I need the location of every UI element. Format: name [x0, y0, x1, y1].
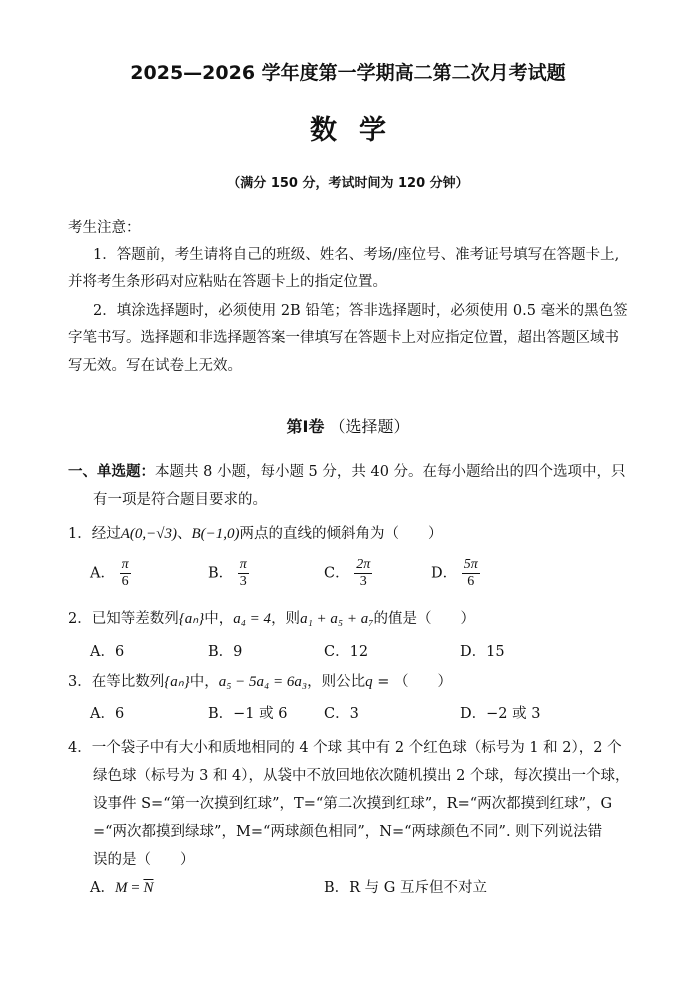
notice-item1-line2: 并将考生条形码对应粘贴在答题卡上的指定位置。 — [68, 274, 387, 290]
question-1-stem — [68, 522, 443, 543]
question-4-line4: =“两次都摸到绿球”，M=“两球颜色相同”，N=“两球颜色不同”. 则下列说法错 — [93, 824, 603, 840]
option-letter: A． — [90, 565, 115, 582]
option-fraction — [462, 557, 480, 590]
q2-prefix: 2．已知等差数列 — [68, 611, 179, 627]
question-3-stem — [68, 670, 452, 691]
option-fraction — [238, 557, 249, 590]
numerator: π — [121, 557, 129, 572]
numerator: 5π — [463, 557, 478, 572]
option-letter: A． — [90, 880, 115, 896]
numerator: 2π — [356, 557, 371, 572]
denominator: 3 — [239, 574, 247, 589]
part1-line1 — [68, 460, 626, 481]
q3-sequence: {aₙ} — [164, 674, 190, 690]
subject-title: 数学 — [310, 115, 408, 146]
q4-option-a-rhs: $\overline{N}$ — [143, 880, 154, 896]
option-fraction — [354, 557, 372, 590]
q4-option-a-eq: = — [127, 880, 144, 896]
notice-item2-line1: 2．填涂选择题时，必须使用 2B 铅笔；答非选择题时，必须使用 0.5 毫米的黑色签 — [93, 303, 628, 319]
question-4-line1: 4．一个袋子中有大小和质地相同的 4 个球 其中有 2 个红色球（标号为 1 和 2），2 个 — [68, 740, 622, 756]
notice-heading: 考生注意： — [68, 220, 141, 236]
numerator: π — [239, 557, 247, 572]
notice-item2-line2: 字笔书写。选择题和非选择题答案一律填写在答题卡上对应指定位置，超出答题区域书 — [68, 330, 619, 346]
q2-condition: a₄ = 4 — [233, 611, 272, 627]
q3-condition: a₅ − 5a₄ = 6a₃ — [218, 674, 308, 690]
q3-variable: q — [365, 674, 373, 690]
notice-item1-line1: 1．答题前，考生请将自己的班级、姓名、考场/座位号、准考证号填写在答题卡上, — [93, 247, 620, 263]
score-note: （满分 150 分，考试时间为 120 分钟） — [227, 176, 469, 191]
q3-suffix: = （ ） — [372, 674, 452, 690]
q1-suffix: 两点的直线的倾斜角为（ ） — [239, 526, 443, 542]
q2-option-a: A．6 — [90, 644, 125, 660]
option-letter: C． — [324, 565, 350, 582]
q4-option-a-lhs: M — [114, 880, 128, 896]
q1-option-c — [324, 557, 372, 590]
q2-option-d: D．15 — [460, 644, 505, 660]
q2-suffix: 的值是（ ） — [373, 611, 475, 627]
q3-mid2: ，则公比 — [307, 674, 366, 690]
part1-heading: 一、单选题： — [68, 464, 155, 480]
q3-prefix: 3．在等比数列 — [68, 674, 165, 690]
question-2-stem — [68, 607, 475, 628]
q1-option-a — [90, 557, 131, 590]
part1-desc-line2: 有一项是符合题目要求的。 — [93, 492, 267, 508]
q3-mid1: 中， — [189, 674, 219, 690]
denominator: 6 — [467, 574, 475, 589]
q1-option-d — [431, 557, 480, 590]
question-4-line5: 误的是（ ） — [93, 852, 195, 868]
q1-prefix: 1．经过 — [68, 526, 121, 542]
q3-option-c: C．3 — [324, 706, 359, 722]
question-4-line2: 绿色球（标号为 3 和 4），从袋中不放回地依次随机摸出 2 个球，每次摸出一个球， — [93, 768, 630, 784]
q1-sep: 、 — [177, 526, 192, 542]
q1-option-b — [208, 557, 249, 590]
exam-title: 2025—2026 学年度第一学期高二第二次月考试题 — [130, 62, 566, 84]
q2-expression: a₁ + a₅ + a₇ — [300, 611, 374, 627]
option-letter: D． — [431, 565, 458, 582]
q2-option-c: C．12 — [324, 644, 369, 660]
q3-option-b: B．−1 或 6 — [208, 706, 288, 722]
question-4-line3: 设事件 S=“第一次摸到红球”，T=“第二次摸到红球”，R=“两次都摸到红球”，G — [93, 796, 613, 812]
section-heading — [0, 414, 696, 437]
denominator: 6 — [121, 574, 129, 589]
denominator: 3 — [359, 574, 367, 589]
q4-option-b: B．R 与 G 互斥但不对立 — [324, 880, 487, 896]
section-label: 第Ⅰ卷 — [286, 417, 325, 436]
q2-mid2: ，则 — [271, 611, 301, 627]
q1-point-b: B(−1,0) — [191, 526, 240, 542]
q1-point-a: A(0,−√3) — [120, 526, 177, 542]
notice-item2-line3: 写无效。写在试卷上无效。 — [68, 358, 242, 374]
q2-sequence: {aₙ} — [178, 611, 205, 627]
q3-option-d: D．−2 或 3 — [460, 706, 541, 722]
q2-mid1: 中， — [204, 611, 234, 627]
part1-desc-line1: 本题共 8 小题，每小题 5 分，共 40 分。在每小题给出的四个选项中，只 — [155, 464, 626, 480]
option-letter: B． — [208, 565, 234, 582]
q3-option-a: A．6 — [90, 706, 125, 722]
section-type: （选择题） — [329, 417, 410, 436]
q2-option-b: B．9 — [208, 644, 243, 660]
q4-option-a — [90, 876, 153, 897]
option-fraction — [120, 557, 131, 590]
